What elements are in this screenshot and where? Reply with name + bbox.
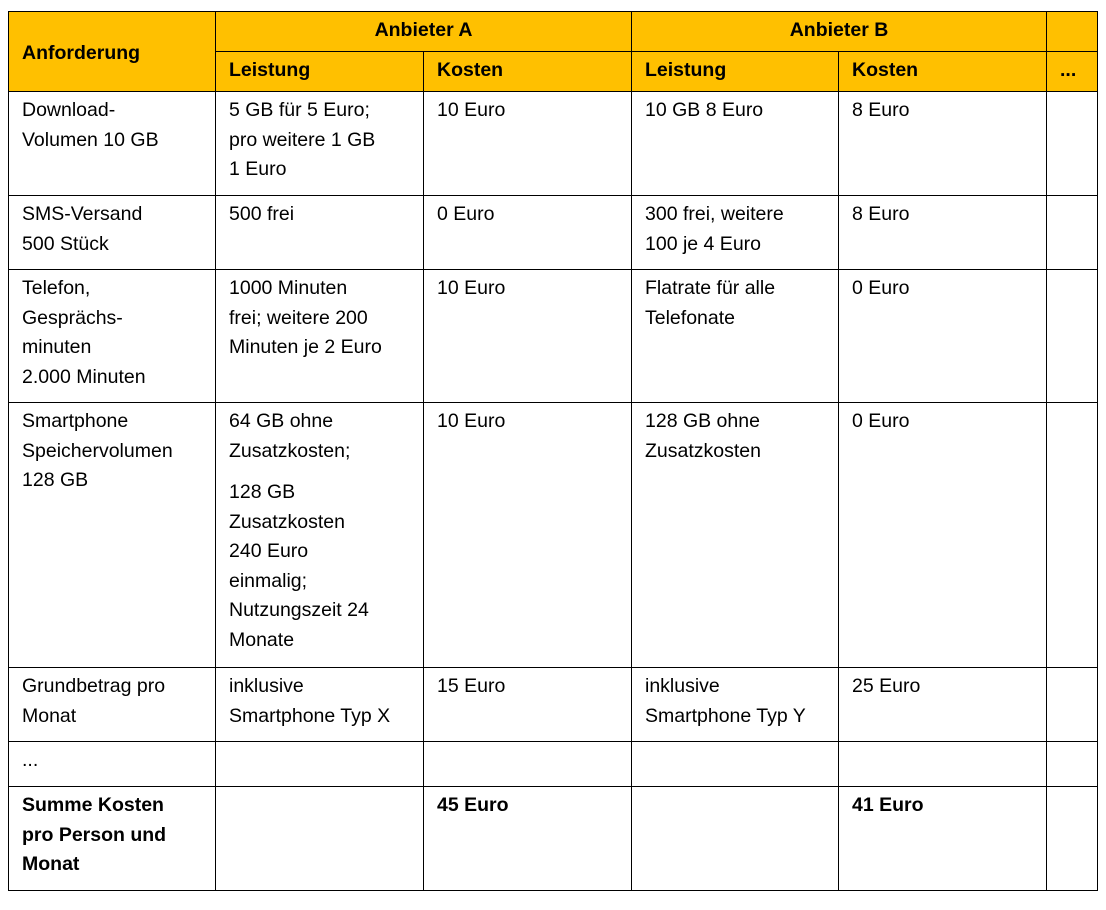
header-b-leistung: Leistung	[632, 52, 839, 92]
cell-anforderung: Grundbetrag pro Monat	[9, 668, 216, 742]
summary-row	[9, 787, 1098, 891]
cell-a-leistung: 1000 Minuten frei; weitere 200 Minuten je 2 Euro	[216, 270, 424, 403]
table-row-ellipsis	[9, 742, 1098, 787]
cell-empty	[1047, 742, 1098, 787]
cell-empty	[216, 787, 424, 891]
paragraph: 128 GB Zusatzkosten 240 Euro einmalig; Nutzungszeit 24 Monate	[229, 481, 369, 651]
summary-b-kosten: 41 Euro	[839, 787, 1047, 891]
cell-empty	[424, 742, 632, 787]
header-anbieter-a: Anbieter A	[216, 12, 632, 52]
table-row	[9, 270, 1098, 403]
cell-b-kosten: 8 Euro	[839, 92, 1047, 196]
header-a-kosten: Kosten	[424, 52, 632, 92]
cell-b-leistung: 128 GB ohne Zusatzkosten	[632, 403, 839, 668]
cell-b-kosten: 8 Euro	[839, 196, 1047, 270]
cell-empty	[632, 742, 839, 787]
cell-b-kosten: 0 Euro	[839, 270, 1047, 403]
cell-a-kosten: 0 Euro	[424, 196, 632, 270]
cell-b-kosten: 25 Euro	[839, 668, 1047, 742]
header-row-providers	[9, 12, 1098, 52]
cell-b-leistung: Flatrate für alle Telefonate	[632, 270, 839, 403]
cell-a-leistung	[216, 403, 424, 668]
cell-anforderung: Telefon, Gesprächs- minuten 2.000 Minuten	[9, 270, 216, 403]
cell-more	[1047, 270, 1098, 403]
cell-b-kosten: 0 Euro	[839, 403, 1047, 668]
table-row	[9, 196, 1098, 270]
cell-empty	[1047, 787, 1098, 891]
header-a-leistung: Leistung	[216, 52, 424, 92]
cell-empty	[216, 742, 424, 787]
summary-label: Summe Kosten pro Person und Monat	[9, 787, 216, 891]
cell-a-leistung: 5 GB für 5 Euro; pro weitere 1 GB 1 Euro	[216, 92, 424, 196]
header-empty-cell	[1047, 12, 1098, 52]
cell-ellipsis: ...	[9, 742, 216, 787]
cell-anforderung: SMS-Versand 500 Stück	[9, 196, 216, 270]
header-b-kosten: Kosten	[839, 52, 1047, 92]
table-row	[9, 403, 1098, 668]
cell-more	[1047, 403, 1098, 668]
cell-more	[1047, 92, 1098, 196]
cell-a-leistung: inklusive Smartphone Typ X	[216, 668, 424, 742]
cell-empty	[839, 742, 1047, 787]
cell-a-kosten: 15 Euro	[424, 668, 632, 742]
cell-anforderung: Smartphone Speichervolumen 128 GB	[9, 403, 216, 668]
cell-anforderung: Download- Volumen 10 GB	[9, 92, 216, 196]
cell-a-leistung: 500 frei	[216, 196, 424, 270]
cost-comparison-table	[8, 11, 1098, 891]
cell-b-leistung: 300 frei, weitere 100 je 4 Euro	[632, 196, 839, 270]
table-row	[9, 668, 1098, 742]
paragraph: 64 GB ohne Zusatzkosten;	[229, 410, 351, 462]
cell-a-kosten: 10 Euro	[424, 270, 632, 403]
cell-more	[1047, 668, 1098, 742]
header-more: ...	[1047, 52, 1098, 92]
summary-a-kosten: 45 Euro	[424, 787, 632, 891]
cell-empty	[632, 787, 839, 891]
cell-b-leistung: inklusive Smartphone Typ Y	[632, 668, 839, 742]
cell-more	[1047, 196, 1098, 270]
cell-a-kosten: 10 Euro	[424, 92, 632, 196]
header-anforderung: Anforderung	[9, 12, 216, 92]
header-anbieter-b: Anbieter B	[632, 12, 1047, 52]
table-row	[9, 92, 1098, 196]
cell-b-leistung: 10 GB 8 Euro	[632, 92, 839, 196]
cell-a-kosten: 10 Euro	[424, 403, 632, 668]
